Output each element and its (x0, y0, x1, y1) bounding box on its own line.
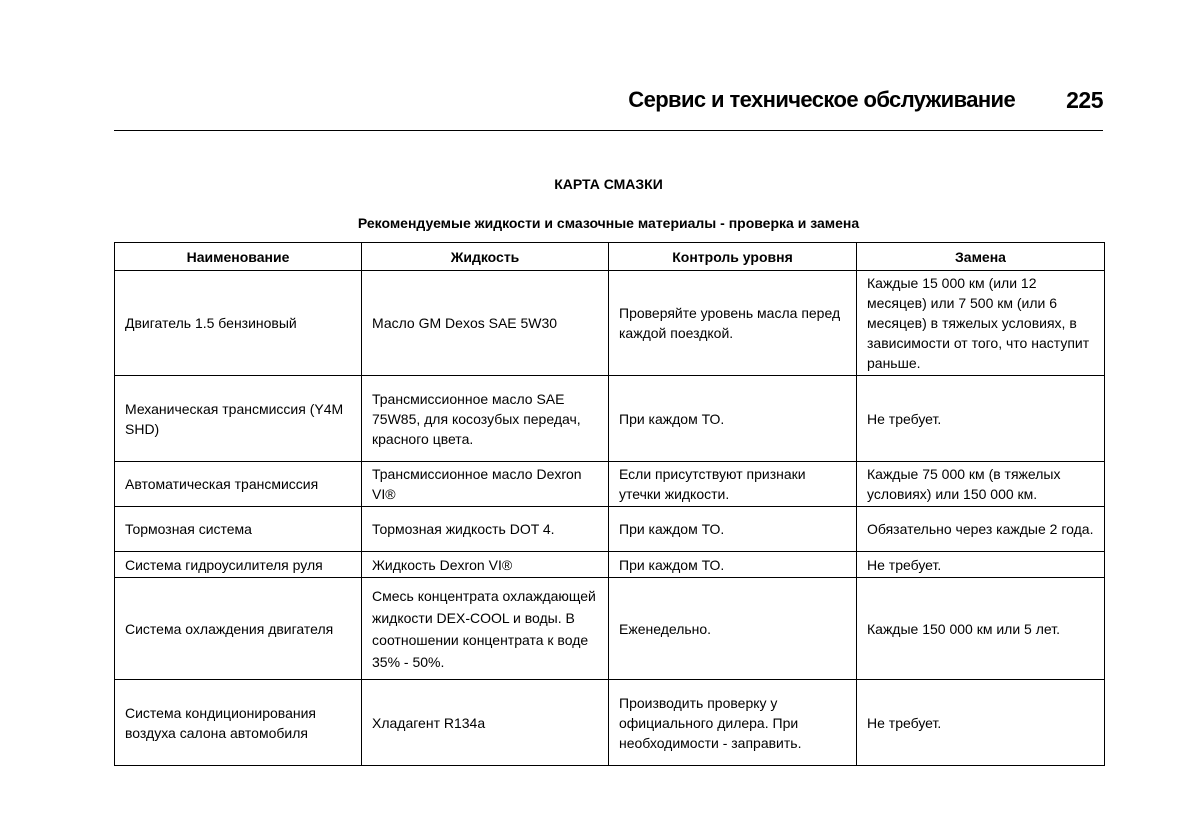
lubrication-table (114, 242, 1105, 766)
cell-fluid: Хладагент R134a (362, 680, 609, 766)
cell-fluid: Трансмиссионное масло SAE 75W85, для косозубых передач, красного цвета. (362, 376, 609, 462)
page-header (114, 82, 1103, 118)
cell-name: Механическая трансмиссия (Y4M SHD) (115, 376, 362, 462)
header-divider (114, 130, 1103, 131)
table-header-row (115, 243, 1105, 271)
cell-fluid: Трансмиссионное масло Dexron VI® (362, 462, 609, 507)
table-row (115, 578, 1105, 680)
column-header-name: Наименование (115, 243, 362, 271)
column-header-level-check: Контроль уровня (609, 243, 857, 271)
cell-name: Система кондиционирования воздуха салона автомобиля (115, 680, 362, 766)
table-row (115, 376, 1105, 462)
cell-level-check: Если присутствуют признаки утечки жидкости. (609, 462, 857, 507)
column-header-replacement: Замена (857, 243, 1105, 271)
cell-level-check: При каждом ТО. (609, 507, 857, 552)
cell-level-check: При каждом ТО. (609, 376, 857, 462)
section-subtitle: Рекомендуемые жидкости и смазочные материалы - проверка и замена (357, 215, 860, 231)
cell-name: Тормозная система (115, 507, 362, 552)
column-header-fluid: Жидкость (362, 243, 609, 271)
cell-fluid: Тормозная жидкость DOT 4. (362, 507, 609, 552)
cell-replacement: Обязательно через каждые 2 года. (857, 507, 1105, 552)
header-title: Сервис и техническое обслуживание (628, 87, 1016, 112)
cell-fluid: Масло GM Dexos SAE 5W30 (362, 271, 609, 376)
cell-fluid: Смесь концентрата охлаждающей жидкости DEX-COOL и воды. В соотношении концентрата к воде 35% - 50%. (362, 578, 609, 680)
cell-level-check: Производить проверку у официального дилера. При необходимости - заправить. (609, 680, 857, 766)
table-row (115, 271, 1105, 376)
cell-name: Система охлаждения двигателя (115, 578, 362, 680)
cell-level-check: При каждом ТО. (609, 552, 857, 578)
cell-replacement: Каждые 75 000 км (в тяжелых условиях) или 150 000 км. (857, 462, 1105, 507)
table-row (115, 552, 1105, 578)
cell-name: Система гидроусилителя руля (115, 552, 362, 578)
cell-name: Двигатель 1.5 бензиновый (115, 271, 362, 376)
cell-replacement: Каждые 150 000 км или 5 лет. (857, 578, 1105, 680)
cell-name: Автоматическая трансмиссия (115, 462, 362, 507)
cell-level-check: Проверяйте уровень масла перед каждой поездкой. (609, 271, 857, 376)
section-title: КАРТА СМАЗКИ (554, 176, 663, 192)
table-row (115, 507, 1105, 552)
page-number: 225 (1066, 86, 1103, 113)
table-row (115, 680, 1105, 766)
cell-replacement: Каждые 15 000 км (или 12 месяцев) или 7 500 км (или 6 месяцев) в тяжелых условиях, в зависимости от того, что наступит раньше. (857, 271, 1105, 376)
cell-replacement: Не требует. (857, 376, 1105, 462)
cell-replacement: Не требует. (857, 552, 1105, 578)
cell-replacement: Не требует. (857, 680, 1105, 766)
cell-fluid: Жидкость Dexron VI® (362, 552, 609, 578)
table-row (115, 462, 1105, 507)
cell-level-check: Еженедельно. (609, 578, 857, 680)
